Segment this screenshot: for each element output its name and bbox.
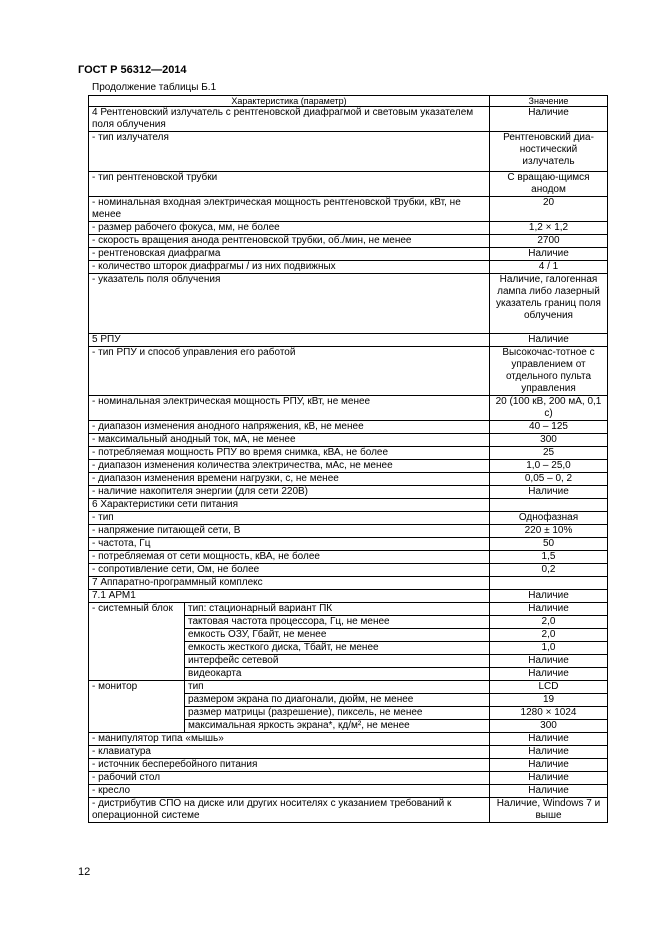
param-cell: 4 Рентгеновский излучатель с рентгеновской диафрагмой и световым указателем поля облучения [89, 107, 490, 132]
param-cell: - клавиатура [89, 746, 490, 759]
table-row [89, 499, 608, 512]
value-cell: 1,0 – 25,0 [490, 460, 608, 473]
param-cell: - количество шторок диафрагмы / из них подвижных [89, 261, 490, 274]
sub-param-cell: тип [185, 681, 490, 694]
value-cell [490, 577, 608, 590]
value-cell: 1280 × 1024 [490, 707, 608, 720]
param-cell: - тип рентгеновской трубки [89, 172, 490, 197]
table-caption: Продолжение таблицы Б.1 [92, 82, 217, 93]
param-cell: - потребляемая от сети мощность, кВА, не более [89, 551, 490, 564]
table-row [89, 172, 608, 197]
value-cell: Наличие [490, 746, 608, 759]
value-cell: Наличие [490, 486, 608, 499]
table-row [89, 746, 608, 759]
param-cell: - тип [89, 512, 490, 525]
table-row [89, 603, 608, 616]
value-cell: Наличие [490, 248, 608, 261]
value-cell: 1,2 × 1,2 [490, 222, 608, 235]
table-row [89, 132, 608, 172]
value-cell: 300 [490, 434, 608, 447]
param-cell: - диапазон изменения времени нагрузки, с, не менее [89, 473, 490, 486]
param-cell: - диапазон изменения количества электричества, мАс, не менее [89, 460, 490, 473]
value-cell: 2,0 [490, 616, 608, 629]
value-cell: Наличие [490, 759, 608, 772]
value-cell: Наличие [490, 590, 608, 603]
param-cell: - тип РПУ и способ управления его работой [89, 347, 490, 396]
param-cell: - манипулятор типа «мышь» [89, 733, 490, 746]
table-row [89, 434, 608, 447]
param-cell: - рабочий стол [89, 772, 490, 785]
param-cell: - указатель поля облучения [89, 274, 490, 334]
spec-table [88, 95, 608, 823]
table-row [89, 261, 608, 274]
table-row [89, 486, 608, 499]
table-row [89, 347, 608, 396]
param-cell: - сопротивление сети, Ом, не более [89, 564, 490, 577]
value-cell: 50 [490, 538, 608, 551]
value-cell: Высокочас-тотное с управлением от отдельного пульта управления [490, 347, 608, 396]
table-row [89, 590, 608, 603]
table-row [89, 473, 608, 486]
value-cell: 19 [490, 694, 608, 707]
param-cell: 7.1 АРМ1 [89, 590, 490, 603]
value-cell: 0,2 [490, 564, 608, 577]
table-row [89, 396, 608, 421]
value-cell: 2,0 [490, 629, 608, 642]
header-value: Значение [490, 96, 608, 107]
sub-param-cell: тактовая частота процессора, Гц, не менее [185, 616, 490, 629]
table-row [89, 460, 608, 473]
table-row [89, 551, 608, 564]
param-cell: - дистрибутив СПО на диске или других носителях с указанием требований к операционной системе [89, 798, 490, 823]
monitor-label: - монитор [89, 681, 185, 733]
table-row [89, 681, 608, 694]
table-row [89, 512, 608, 525]
value-cell: Рентгеновский диа-ностический излучатель [490, 132, 608, 172]
spec-table-body [89, 96, 608, 823]
table-row [89, 785, 608, 798]
table-row [89, 798, 608, 823]
value-cell: 300 [490, 720, 608, 733]
table-row [89, 421, 608, 434]
param-cell: 7 Аппаратно-программный комплекс [89, 577, 490, 590]
param-cell: - источник бесперебойного питания [89, 759, 490, 772]
sub-param-cell: видеокарта [185, 668, 490, 681]
table-row [89, 772, 608, 785]
value-cell: Наличие [490, 655, 608, 668]
table-row [89, 274, 608, 334]
table-row [89, 334, 608, 347]
value-cell: 220 ± 10% [490, 525, 608, 538]
value-cell: 40 – 125 [490, 421, 608, 434]
param-cell: - частота, Гц [89, 538, 490, 551]
table-row [89, 447, 608, 460]
sub-param-cell: емкость жесткого диска, Тбайт, не менее [185, 642, 490, 655]
param-cell: 5 РПУ [89, 334, 490, 347]
table-row [89, 222, 608, 235]
table-row [89, 538, 608, 551]
param-cell: - рентгеновская диафрагма [89, 248, 490, 261]
table-row [89, 733, 608, 746]
sub-param-cell: емкость ОЗУ, Гбайт, не менее [185, 629, 490, 642]
table-row [89, 107, 608, 132]
table-row [89, 759, 608, 772]
value-cell: Наличие, Windows 7 и выше [490, 798, 608, 823]
header-parameter: Характеристика (параметр) [89, 96, 490, 107]
param-cell: - номинальная электрическая мощность РПУ, кВт, не менее [89, 396, 490, 421]
document-header: ГОСТ Р 56312—2014 [78, 64, 187, 76]
value-cell: 1,5 [490, 551, 608, 564]
value-cell: 4 / 1 [490, 261, 608, 274]
value-cell: Наличие [490, 334, 608, 347]
table-row [89, 525, 608, 538]
param-cell: - тип излучателя [89, 132, 490, 172]
table-header-row [89, 96, 608, 107]
value-cell: Наличие [490, 603, 608, 616]
table-row [89, 235, 608, 248]
value-cell: 20 [490, 197, 608, 222]
sub-param-cell: максимальная яркость экрана*, кд/м², не менее [185, 720, 490, 733]
param-cell: - размер рабочего фокуса, мм, не более [89, 222, 490, 235]
param-cell: 6 Характеристики сети питания [89, 499, 490, 512]
param-cell: - максимальный анодный ток, мА, не менее [89, 434, 490, 447]
param-cell: - номинальная входная электрическая мощность рентгеновской трубки, кВт, не менее [89, 197, 490, 222]
page-number: 12 [78, 866, 91, 878]
sub-param-cell: тип: стационарный вариант ПК [185, 603, 490, 616]
value-cell: Однофазная [490, 512, 608, 525]
value-cell: Наличие [490, 733, 608, 746]
value-cell: 0,05 – 0, 2 [490, 473, 608, 486]
table-row [89, 248, 608, 261]
param-cell: - потребляемая мощность РПУ во время снимка, кВА, не более [89, 447, 490, 460]
param-cell: - напряжение питающей сети, В [89, 525, 490, 538]
table-row [89, 564, 608, 577]
sub-param-cell: размером экрана по диагонали, дюйм, не менее [185, 694, 490, 707]
value-cell: Наличие [490, 107, 608, 132]
value-cell [490, 499, 608, 512]
value-cell: Наличие [490, 772, 608, 785]
param-cell: - кресло [89, 785, 490, 798]
param-cell: - скорость вращения анода рентгеновской трубки, об./мин, не менее [89, 235, 490, 248]
value-cell: С вращаю-щимся анодом [490, 172, 608, 197]
value-cell: 2700 [490, 235, 608, 248]
system-block-label: - системный блок [89, 603, 185, 681]
table-row [89, 197, 608, 222]
sub-param-cell: размер матрицы (разрешение), пиксель, не менее [185, 707, 490, 720]
value-cell: Наличие, галогенная лампа либо лазерный указатель границ поля облучения [490, 274, 608, 334]
value-cell: 25 [490, 447, 608, 460]
param-cell: - наличие накопителя энергии (для сети 220В) [89, 486, 490, 499]
value-cell: 1,0 [490, 642, 608, 655]
value-cell: Наличие [490, 785, 608, 798]
sub-param-cell: интерфейс сетевой [185, 655, 490, 668]
value-cell: Наличие [490, 668, 608, 681]
value-cell: 20 (100 кВ, 200 мА, 0,1 с) [490, 396, 608, 421]
param-cell: - диапазон изменения анодного напряжения, кВ, не менее [89, 421, 490, 434]
value-cell: LCD [490, 681, 608, 694]
table-row [89, 577, 608, 590]
